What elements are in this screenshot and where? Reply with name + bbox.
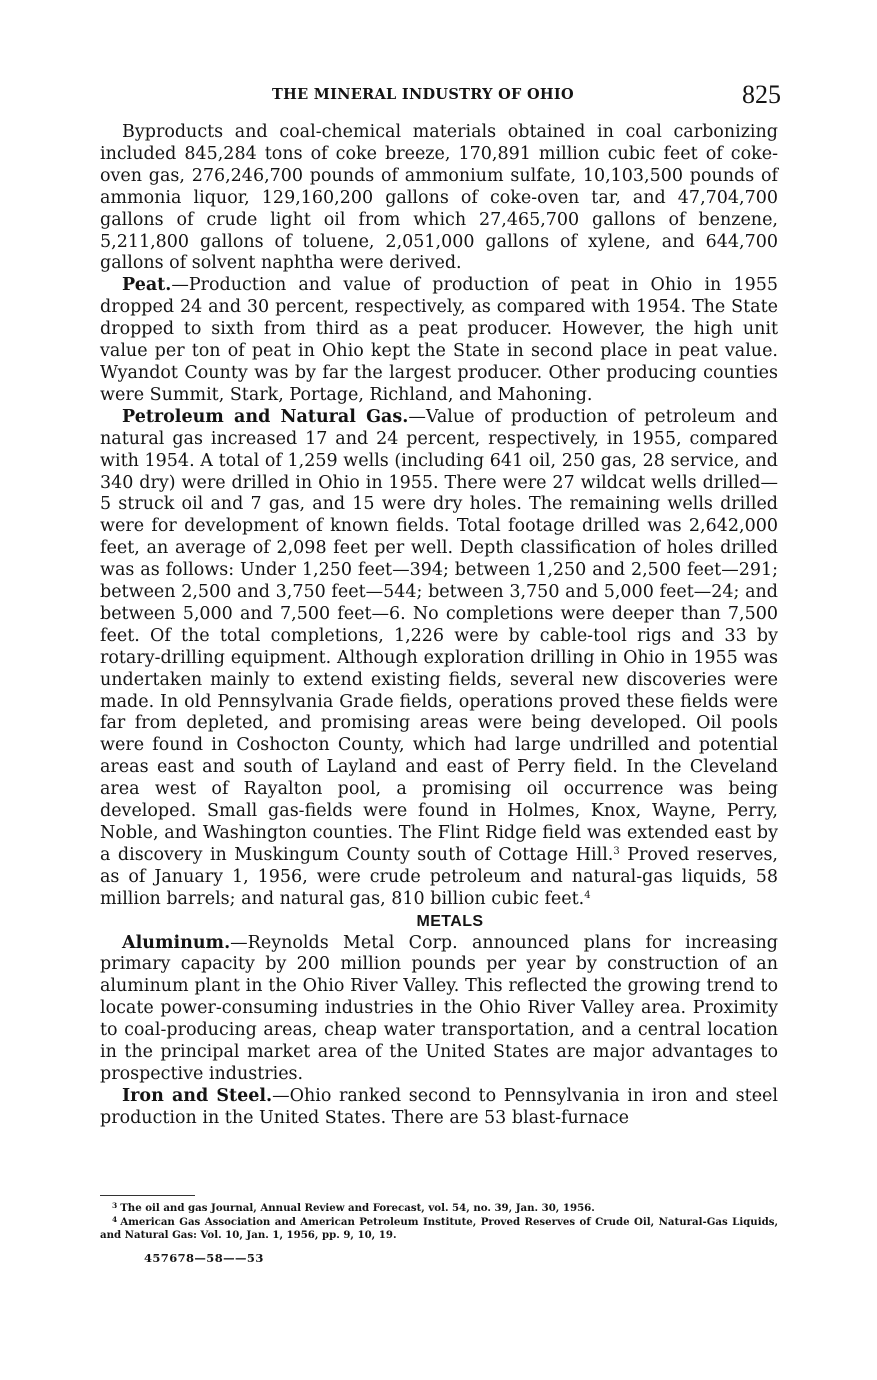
byproducts-text: Byproducts and coal-chemical materials obtained in coal carbonizing included 845,284 tons of coke breeze, 170,891 million cubic feet of coke-oven gas, 276,246,700 pounds of ammonium sulfate, 10,103,500 pounds of ammonia liquor, 129,160,200 gallons of coke-oven tar, and 47,704,700 gallons of crude light oil from which 27,465,700 gallons of benzene, 5,211,800 gallons of toluene, 2,051,000 gallons of xylene, and 644,700 gallons of solvent naphtha were derived. bbox=[100, 122, 778, 274]
footnote-3 bbox=[100, 1200, 778, 1214]
footnote-3-text: The oil and gas Journal, Annual Review and Forecast, vol. 54, no. 39, Jan. 30, 1956. bbox=[120, 1202, 595, 1214]
peat-run-in-heading: Peat. bbox=[122, 275, 172, 296]
iron-steel-run-in-heading: Iron and Steel. bbox=[122, 1085, 273, 1106]
paragraph-aluminum bbox=[100, 933, 778, 1086]
page-number: 825 bbox=[742, 80, 781, 109]
paragraph-iron-steel bbox=[100, 1086, 778, 1130]
running-head: THE MINERAL INDUSTRY OF OHIO bbox=[272, 86, 574, 103]
footnote-3-mark: 3 bbox=[112, 1201, 118, 1210]
footnote-4-mark: 4 bbox=[112, 1215, 118, 1225]
footnotes bbox=[100, 1200, 778, 1241]
footnote-ref-4: 4 bbox=[584, 889, 591, 901]
aluminum-text: —Reynolds Metal Corp. announced plans for increasing primary capacity by 200 million pounds per year by construction of an aluminum plant in the Ohio River Valley. This reflected the growing trend to locate power-consuming industries in the Ohio River Valley area. Proximity to coal-producing areas, cheap water transportation, and a central location in the principal market area of the United States are major advantages to prospective industries. bbox=[100, 932, 778, 1084]
petroleum-text-part-2: Proved reserves, as of January 1, 1956, were crude petroleum and natural-gas liquids, 58 million barrels; and natural gas, 810 billion cubic feet. bbox=[100, 844, 778, 909]
footnote-4-text: American Gas Association and American Petroleum Institute, Proved Reserves of Crude Oil, Natural-Gas Liquids, and Natural Gas: Vol. 10, Jan. 1, 1956, pp. 9, 10, 19. bbox=[100, 1216, 778, 1241]
peat-text: —Production and value of production of peat in Ohio in 1955 dropped 24 and 30 percent, respectively, as compared with 1954. The State dropped to sixth from third as a peat producer. However, the high unit value per ton of peat in Ohio kept the State in second place in peat value. Wyandot County was by far the largest producer. Other producing counties were Summit, Stark, Portage, Richland, and Mahoning. bbox=[100, 275, 778, 405]
footnote-ref-3: 3 bbox=[613, 845, 620, 857]
section-heading-metals: METALS bbox=[416, 912, 484, 930]
aluminum-run-in-heading: Aluminum. bbox=[122, 932, 231, 953]
iron-steel-text: —Ohio ranked second to Pennsylvania in iron and steel production in the United States. There are 53 blast-furnace bbox=[100, 1085, 778, 1128]
paragraph-byproducts bbox=[100, 122, 778, 275]
page-header bbox=[100, 80, 781, 110]
print-code: 457678—58——53 bbox=[144, 1251, 264, 1265]
paragraph-peat bbox=[100, 275, 778, 406]
paragraph-petroleum bbox=[100, 407, 778, 911]
footnote-4 bbox=[100, 1214, 778, 1241]
petroleum-text-part-1: —Value of production of petroleum and natural gas increased 17 and 24 percent, respectively, in 1955, compared with 1954. A total of 1,259 wells (including 641 oil, 250 gas, 28 service, and 340 dry) were drilled in Ohio in 1955. There were 27 wildcat wells drilled—5 struck oil and 7 gas, and 15 were dry holes. The remaining wells drilled were for development of known fields. Total footage drilled was 2,642,000 feet, an average of 2,098 feet per well. Depth classification of holes drilled was as follows: Under 1,250 feet—394; between 1,250 and 2,500 feet—291; between 2,500 and 3,750 feet—544; between 3,750 and 5,000 feet—24; and between 5,000 and 7,500 feet—6. No completions were deeper than 7,500 feet. Of the total completions, 1,226 were by cable-tool rigs and 33 by rotary-drilling equipment. Although exploration drilling in Ohio in 1955 was undertaken mainly to extend existing fields, several new discoveries were made. In old Pennsylvania Grade fields, operations proved these fields were far from depleted, and promising areas were being developed. Oil pools were found in Coshocton County, which had large undrilled and potential areas east and south of Layland and east of Perry field. In the Cleveland area west of Rayalton pool, a promising oil occurrence was being developed. Small gas-fields were found in Holmes, Knox, Wayne, Perry, Noble, and Washington counties. The Flint Ridge field was extended east by a discovery in Muskingum County south of Cottage Hill. bbox=[100, 406, 778, 865]
footnote-divider bbox=[100, 1195, 195, 1196]
petroleum-run-in-heading: Petroleum and Natural Gas. bbox=[122, 406, 409, 427]
body-text bbox=[100, 122, 778, 1130]
